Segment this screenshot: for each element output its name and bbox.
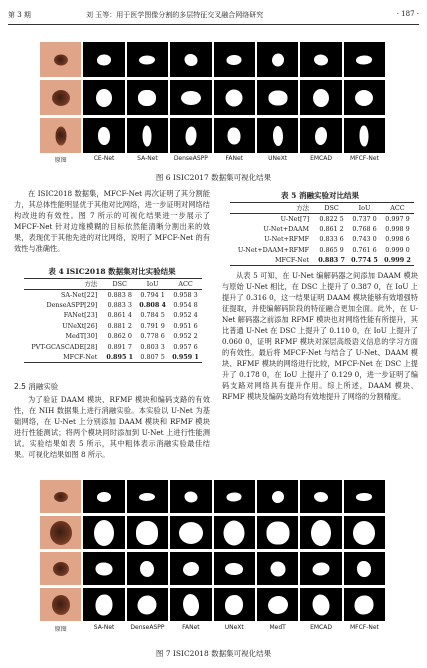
column-label: CE-Net xyxy=(93,155,115,162)
table-cell: MedT[30] xyxy=(65,332,98,341)
lesion-mask xyxy=(96,562,113,575)
segmentation-mask xyxy=(127,118,168,153)
table-cell: 0.784 5 xyxy=(140,311,165,320)
table-cell: 0.743 0 xyxy=(352,235,377,244)
table-cell: U-Net[7] xyxy=(280,214,310,223)
segmentation-mask xyxy=(214,516,255,549)
table-cell: 0.895 1 xyxy=(106,353,134,361)
segmentation-mask xyxy=(127,80,168,115)
table-row xyxy=(230,224,414,235)
table-cell: PVT-GCASCADE[28] xyxy=(31,342,98,351)
segmentation-mask xyxy=(127,516,168,549)
lesion-mask xyxy=(138,595,157,614)
lesion-mask xyxy=(360,125,369,146)
lesion-mask xyxy=(227,492,242,501)
segmentation-mask xyxy=(344,80,385,115)
segmentation-mask xyxy=(300,516,341,549)
table-cell: 0.999 2 xyxy=(384,256,411,264)
running-header xyxy=(8,10,419,22)
segmentation-mask xyxy=(83,118,124,153)
original-image xyxy=(40,516,81,549)
segmentation-mask xyxy=(214,118,255,153)
segmentation-mask xyxy=(170,80,211,115)
figure-6-column-labels xyxy=(40,155,386,164)
left-paragraph-1 xyxy=(14,188,210,254)
table-row xyxy=(230,255,414,266)
column-label: SA-Net xyxy=(93,624,115,631)
lesion-mask xyxy=(353,521,375,545)
left-paragraph-2-text: 为了验证 DAAM 模块、RFMF 模块和编码支路的有效性，在 NIH 数据集上进行消融实验。本实验以 U-Net 为基础网络，在 U-Net 上分别添加 DAAM 模块和 RFMF 模块进行性能测试；将两个模块同时添加到 U-Net 上进行性能测试。实验结果如表 5 所示，其中粗体表示消融实验最佳结果。可视化结果如图 8 所示。 xyxy=(14,395,210,459)
table-cell: UNeXt[26] xyxy=(62,321,98,330)
lesion-mask xyxy=(94,520,114,546)
table-4 xyxy=(24,278,202,363)
lesion-mask xyxy=(313,562,330,575)
segmentation-mask xyxy=(83,42,124,77)
column-label: UNeXt xyxy=(268,155,288,162)
figure-6-grid xyxy=(40,42,386,153)
segmentation-mask xyxy=(83,80,124,115)
lesion-photo xyxy=(50,521,72,545)
lesion-photo xyxy=(52,90,70,106)
section-2-5-heading: 2.5 消融实验 xyxy=(14,382,59,391)
lesion-photo xyxy=(55,126,66,145)
lesion-mask xyxy=(268,596,288,614)
original-image xyxy=(40,80,81,115)
lesion-mask xyxy=(179,522,203,544)
segmentation-mask xyxy=(344,118,385,153)
table-cell: 0.951 6 xyxy=(173,321,198,330)
original-image xyxy=(40,588,81,621)
segmentation-mask xyxy=(170,118,211,153)
table-header-cell: DSC xyxy=(324,203,339,212)
table-cell: 0.998 6 xyxy=(385,235,410,244)
lesion-mask xyxy=(268,90,287,105)
segmentation-mask xyxy=(257,516,298,549)
table-header-cell: 方法 xyxy=(296,204,310,213)
table-cell: 0.761 6 xyxy=(352,245,377,254)
lesion-mask xyxy=(181,91,201,105)
figure-7-caption: 图 7 ISIC2018 数据集可视化结果 xyxy=(155,649,272,658)
table-cell: 0.959 1 xyxy=(172,353,199,361)
segmentation-mask xyxy=(170,552,211,585)
lesion-mask xyxy=(226,89,243,106)
segmentation-mask xyxy=(83,552,124,585)
column-label: MFCF-Net xyxy=(349,624,379,631)
table-cell: 0.861 4 xyxy=(107,311,132,320)
lesion-mask xyxy=(98,127,110,145)
table-cell: 0.807 5 xyxy=(140,353,165,361)
lesion-photo xyxy=(54,492,68,502)
column-label: DenseASPP xyxy=(130,624,165,631)
table-row xyxy=(230,234,414,245)
table-row xyxy=(230,213,414,224)
table-row xyxy=(24,300,202,311)
segmentation-mask xyxy=(214,480,255,513)
table-cell: 0.891 7 xyxy=(107,342,132,351)
lesion-photo xyxy=(54,54,68,65)
segmentation-mask xyxy=(344,480,385,513)
table-cell: 0.861 2 xyxy=(319,224,344,233)
table-cell: MFCF-Net xyxy=(274,256,310,264)
table-header-cell: IoU xyxy=(146,279,159,288)
original-image xyxy=(40,42,81,77)
segmentation-mask xyxy=(344,588,385,621)
page-number: · 187 · xyxy=(396,10,419,18)
lesion-mask xyxy=(311,520,331,546)
segmentation-mask xyxy=(300,588,341,621)
lesion-mask xyxy=(355,595,374,614)
table-cell: 0.957 6 xyxy=(173,342,198,351)
segmentation-mask xyxy=(300,118,341,153)
table-row xyxy=(230,245,414,256)
table-cell: 0.997 9 xyxy=(385,214,410,223)
segmentation-mask xyxy=(83,480,124,513)
lesion-mask xyxy=(357,561,371,577)
segmentation-mask xyxy=(127,480,168,513)
column-label: SA-Net xyxy=(137,155,158,162)
left-paragraph-2 xyxy=(14,394,210,460)
segmentation-mask xyxy=(170,516,211,549)
segmentation-mask xyxy=(214,80,255,115)
column-label: DenseASPP xyxy=(173,155,208,162)
lesion-mask xyxy=(356,55,372,64)
lesion-mask xyxy=(185,126,196,145)
segmentation-mask xyxy=(300,42,341,77)
segmentation-mask xyxy=(300,552,341,585)
table-cell: U-Net+DAAM xyxy=(263,224,310,233)
header-rule xyxy=(8,24,419,25)
left-paragraph-1-text: 在 ISIC2018 数据集，MFCF-Net 再次证明了其分割能力，其总体性能明显优于其他对比网络，进一步证明对网络结构改进的有效性。图 7 所示的可视化结果进一步展示了 MFCF-Net 针对边缘模糊的目标依然能清晰分割出来的效果，表现优于其他先进的对比网络，说明了 MFCF-Net 的有效性与准确性。 xyxy=(14,189,210,253)
table-cell: 0.998 9 xyxy=(385,224,410,233)
column-label: FANet xyxy=(182,624,200,631)
table-cell: 0.862 0 xyxy=(107,332,132,341)
column-label: UNeXt xyxy=(224,624,244,631)
segmentation-mask xyxy=(344,42,385,77)
lesion-mask xyxy=(313,594,330,615)
lesion-mask xyxy=(183,594,199,616)
segmentation-mask xyxy=(344,552,385,585)
lesion-mask xyxy=(96,594,113,615)
table-header-cell: 方法 xyxy=(84,280,98,289)
column-label: EMCAD xyxy=(310,624,332,631)
table-row xyxy=(24,352,202,363)
table-cell: 0.803 3 xyxy=(140,342,165,351)
table-row xyxy=(24,289,202,300)
segmentation-mask xyxy=(257,80,298,115)
table-cell: 0.768 6 xyxy=(352,224,377,233)
lesion-mask xyxy=(143,125,152,146)
figure-7-column-labels xyxy=(40,624,386,633)
segmentation-mask xyxy=(300,480,341,513)
lesion-mask xyxy=(273,126,283,146)
right-paragraph-text: 从表 5 可知，在 U-Net 编解码器之间添加 DAAM 模块与原始 U-Net 相比，在 DSC 上提升了 0.387 0，在 IoU 上提升了 0.316 0，这一结果证明 DAAM 模块能够有效增强特征提取，并使编解码阶段的特征融合更加全面。此外，在 U-Net 解码器之前添加 RFMF 模块也对网络性能有所提升，其比普通 U-Net 在 DSC 上提升了 0.110 0，在 IoU 上提升了 0.060 0，证明 RFMF 模块对深层高级语义信息的学习方面的有效性。最后将 MFCF-Net 与结合了 U-Net、DAAM 模块、RFMF 模块的网络进行比较，MFCF-Net 在 DSC 上提升了 0.178 0，在 IoU 上提升了 0.129 0，进一步证明了编码支路对网络具有提升作用。综上所述，DAAM 模块、RFMF 模块及编码支路均有效地提升了网络的分割精度。 xyxy=(222,271,418,401)
lesion-mask xyxy=(140,561,154,577)
segmentation-mask xyxy=(127,588,168,621)
table-cell: 0.883 7 xyxy=(318,256,345,264)
segmentation-mask xyxy=(257,118,298,153)
table-cell: 0.774 5 xyxy=(351,256,378,264)
table-cell: 0.954 8 xyxy=(173,300,198,309)
column-label: 原图 xyxy=(54,626,67,633)
table-cell: 0.794 1 xyxy=(140,290,165,299)
segmentation-mask xyxy=(214,42,255,77)
issue-number: 第 3 期 xyxy=(8,11,31,19)
table-header-cell: ACC xyxy=(390,203,405,212)
table-cell: FANet[23] xyxy=(63,311,98,320)
lesion-mask xyxy=(136,521,158,545)
segmentation-mask xyxy=(257,42,298,77)
lesion-mask xyxy=(266,521,289,544)
column-label: MFCF-Net xyxy=(349,155,379,162)
table-4-title: 表 4 ISIC2018 数据集对比实验结果 xyxy=(48,267,176,276)
table-cell: SA-Net[22] xyxy=(61,290,98,299)
table-cell: U-Net+RFMF xyxy=(264,235,310,244)
figure-7-grid xyxy=(40,480,386,621)
table-cell: 0.883 3 xyxy=(107,300,132,309)
lesion-photo xyxy=(52,595,70,615)
table-cell: 0.865 9 xyxy=(319,245,344,254)
lesion-mask xyxy=(225,563,243,575)
lesion-mask xyxy=(272,53,284,66)
table-cell: 0.952 2 xyxy=(173,332,198,341)
segmentation-mask xyxy=(257,480,298,513)
table-5-title: 表 5 消融实验对比结果 xyxy=(281,191,359,200)
lesion-mask xyxy=(183,562,199,576)
segmentation-mask xyxy=(83,588,124,621)
table-cell: 0.999 0 xyxy=(385,245,410,254)
column-label: MedT xyxy=(269,624,286,631)
table-cell: U-Net+DAAM+RFMF xyxy=(237,245,310,254)
table-cell: 0.822 5 xyxy=(319,214,344,223)
original-image xyxy=(40,480,81,513)
table-row xyxy=(24,342,202,353)
segmentation-mask xyxy=(83,516,124,549)
original-image xyxy=(40,118,81,153)
lesion-mask xyxy=(270,561,285,576)
segmentation-mask xyxy=(127,552,168,585)
table-header-cell: DSC xyxy=(112,279,127,288)
lesion-mask xyxy=(139,493,155,501)
table-cell: 0.958 3 xyxy=(173,290,198,299)
segmentation-mask xyxy=(257,588,298,621)
segmentation-mask xyxy=(170,588,211,621)
lesion-mask xyxy=(184,54,197,66)
segmentation-mask xyxy=(170,480,211,513)
table-cell: 0.808 4 xyxy=(139,300,166,309)
segmentation-mask xyxy=(214,552,255,585)
segmentation-mask xyxy=(344,516,385,549)
lesion-mask xyxy=(138,90,156,106)
lesion-mask xyxy=(139,55,155,64)
column-label: 原图 xyxy=(54,157,67,164)
table-cell: 0.791 9 xyxy=(140,321,165,330)
right-paragraph xyxy=(222,270,418,402)
segmentation-mask xyxy=(170,42,211,77)
table-cell: 0.778 6 xyxy=(140,332,165,341)
lesion-mask xyxy=(227,55,242,65)
segmentation-mask xyxy=(127,42,168,77)
segmentation-mask xyxy=(257,552,298,585)
lesion-mask xyxy=(184,491,197,502)
table-row xyxy=(24,310,202,321)
lesion-mask xyxy=(96,89,112,107)
lesion-mask xyxy=(97,492,111,502)
table-cell: 0.737 0 xyxy=(352,214,377,223)
column-label: EMCAD xyxy=(310,155,332,162)
lesion-mask xyxy=(315,127,327,145)
table-cell: DenseASPP[29] xyxy=(46,300,98,309)
running-title: 刘 玉等：用于医学图像分割的多层特征交叉融合网络研究 xyxy=(86,11,264,19)
segmentation-mask xyxy=(300,80,341,115)
table-header-cell: IoU xyxy=(358,203,371,212)
lesion-mask xyxy=(314,492,328,502)
table-cell: 0.883 8 xyxy=(107,290,132,299)
lesion-mask xyxy=(356,493,372,501)
lesion-mask xyxy=(355,90,373,106)
lesion-mask xyxy=(313,89,329,107)
lesion-mask xyxy=(224,520,245,545)
lesion-mask xyxy=(314,54,328,65)
figure-6-caption: 图 6 ISIC2017 数据集可视化结果 xyxy=(155,173,272,182)
segmentation-mask xyxy=(214,588,255,621)
table-5 xyxy=(230,202,414,266)
table-row xyxy=(24,331,202,342)
table-cell: MFCF-Net xyxy=(63,353,98,361)
lesion-mask xyxy=(225,595,243,615)
lesion-mask xyxy=(272,491,284,503)
table-cell: 0.952 4 xyxy=(173,311,198,320)
table-cell: 0.881 2 xyxy=(107,321,132,330)
original-image xyxy=(40,552,81,585)
column-label: FANet xyxy=(225,155,244,162)
lesion-mask xyxy=(228,127,241,144)
table-cell: 0.833 6 xyxy=(319,235,344,244)
lesion-mask xyxy=(97,54,111,65)
table-header-cell: ACC xyxy=(178,279,193,288)
table-row xyxy=(24,321,202,332)
lesion-photo xyxy=(53,562,69,576)
